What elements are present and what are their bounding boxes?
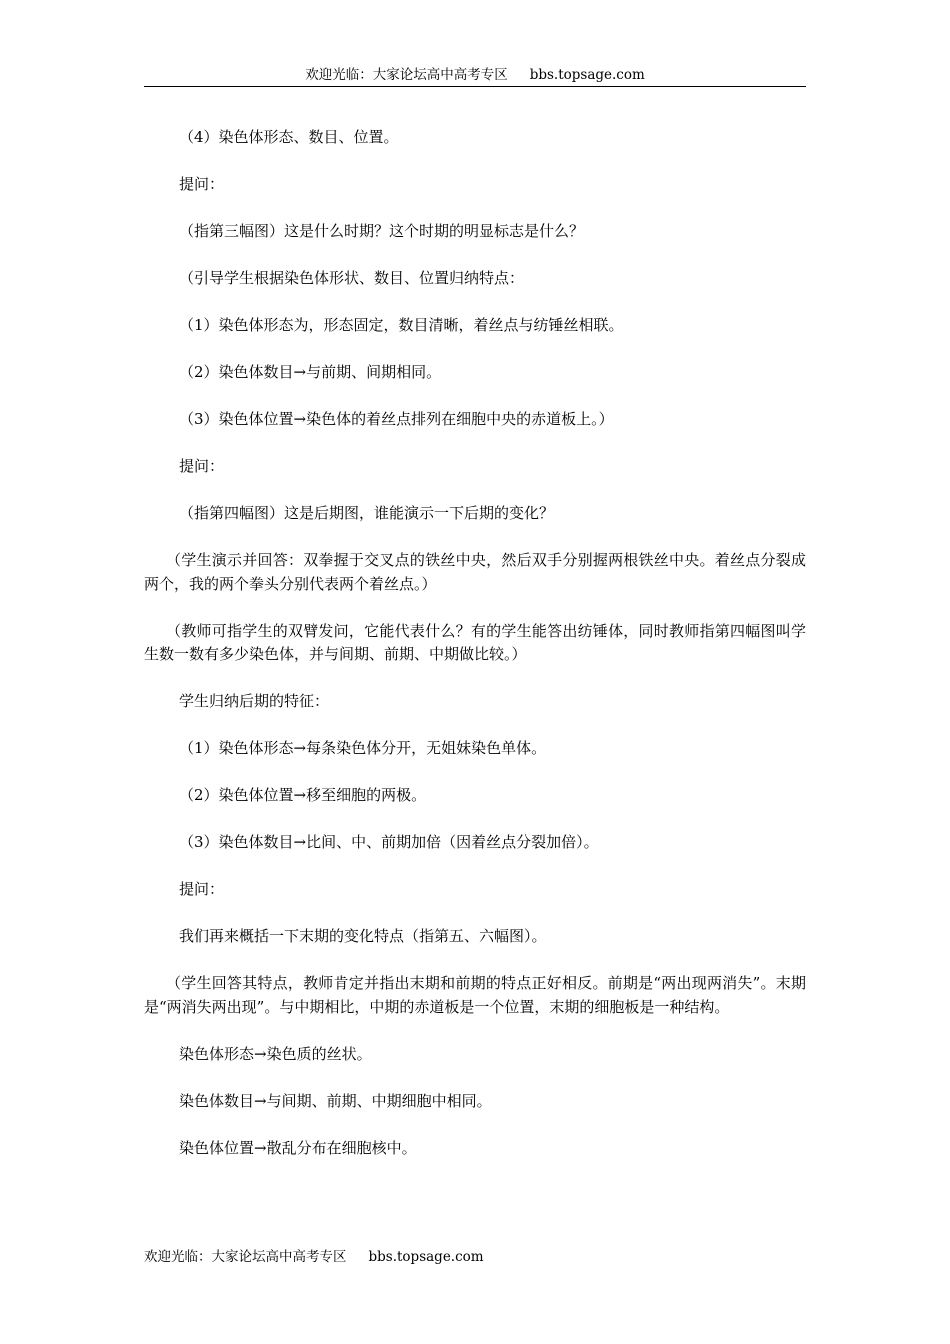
paragraph: 染色体形态→染色质的丝状。 — [179, 1044, 372, 1063]
paragraph: 提问： — [179, 457, 225, 475]
header-welcome-text: 欢迎光临：大家论坛高中高考专区 — [305, 67, 508, 83]
paragraph: （指第四幅图）这是后期图，谁能演示一下后期的变化？ — [179, 504, 555, 522]
paragraph: （2）染色体数目→与前期、间期相同。 — [179, 363, 442, 381]
paragraph: （指第三幅图）这是什么时期？这个时期的明显标志是什么？ — [179, 222, 585, 240]
page-header — [144, 66, 806, 87]
paragraph: 学生归纳后期的特征： — [179, 692, 330, 710]
footer-welcome-text: 欢迎光临：大家论坛高中高考专区 — [144, 1249, 347, 1265]
paragraph: （引导学生根据染色体形状、数目、位置归纳特点： — [179, 269, 525, 287]
paragraph: 提问： — [179, 175, 225, 193]
paragraph: （1）染色体形态→每条染色体分开，无姐妹染色单体。 — [179, 739, 547, 757]
paragraph: （学生演示并回答：双拳握于交叉点的铁丝中央，然后双手分别握两根铁丝中央。着丝点分裂成两个，我的两个拳头分别代表两个着丝点。） — [144, 551, 806, 593]
paragraph: （2）染色体位置→移至细胞的两极。 — [179, 786, 427, 804]
paragraph: （教师可指学生的双臂发问，它能代表什么？有的学生能答出纺锤体，同时教师指第四幅图叫学生数一数有多少染色体，并与间期、前期、中期做比较。） — [144, 621, 806, 663]
header-site-url: bbs.topsage.com — [529, 67, 645, 83]
paragraph: 提问： — [179, 880, 225, 898]
paragraph: 染色体位置→散乱分布在细胞核中。 — [179, 1138, 417, 1157]
paragraph: （学生回答其特点，教师肯定并指出末期和前期的特点正好相反。前期是“两出现两消失”。末期是“两消失两出现”。与中期相比，中期的赤道板是一个位置，末期的细胞板是一种结构。 — [144, 974, 806, 1016]
paragraph: 染色体数目→与间期、前期、中期细胞中相同。 — [179, 1091, 492, 1110]
footer-site-url: bbs.topsage.com — [368, 1249, 484, 1265]
paragraph: 我们再来概括一下末期的变化特点（指第五、六幅图）。 — [179, 927, 547, 945]
document-body — [144, 126, 806, 1184]
paragraph: （1）染色体形态为，形态固定，数目清晰，着丝点与纺锤丝相联。 — [179, 316, 624, 334]
paragraph: （3）染色体数目→比间、中、前期加倍（因着丝点分裂加倍）。 — [179, 833, 599, 851]
paragraph: （4）染色体形态、数目、位置。 — [179, 128, 399, 146]
paragraph: （3）染色体位置→染色体的着丝点排列在细胞中央的赤道板上。） — [179, 410, 614, 428]
page-footer — [144, 1248, 484, 1266]
